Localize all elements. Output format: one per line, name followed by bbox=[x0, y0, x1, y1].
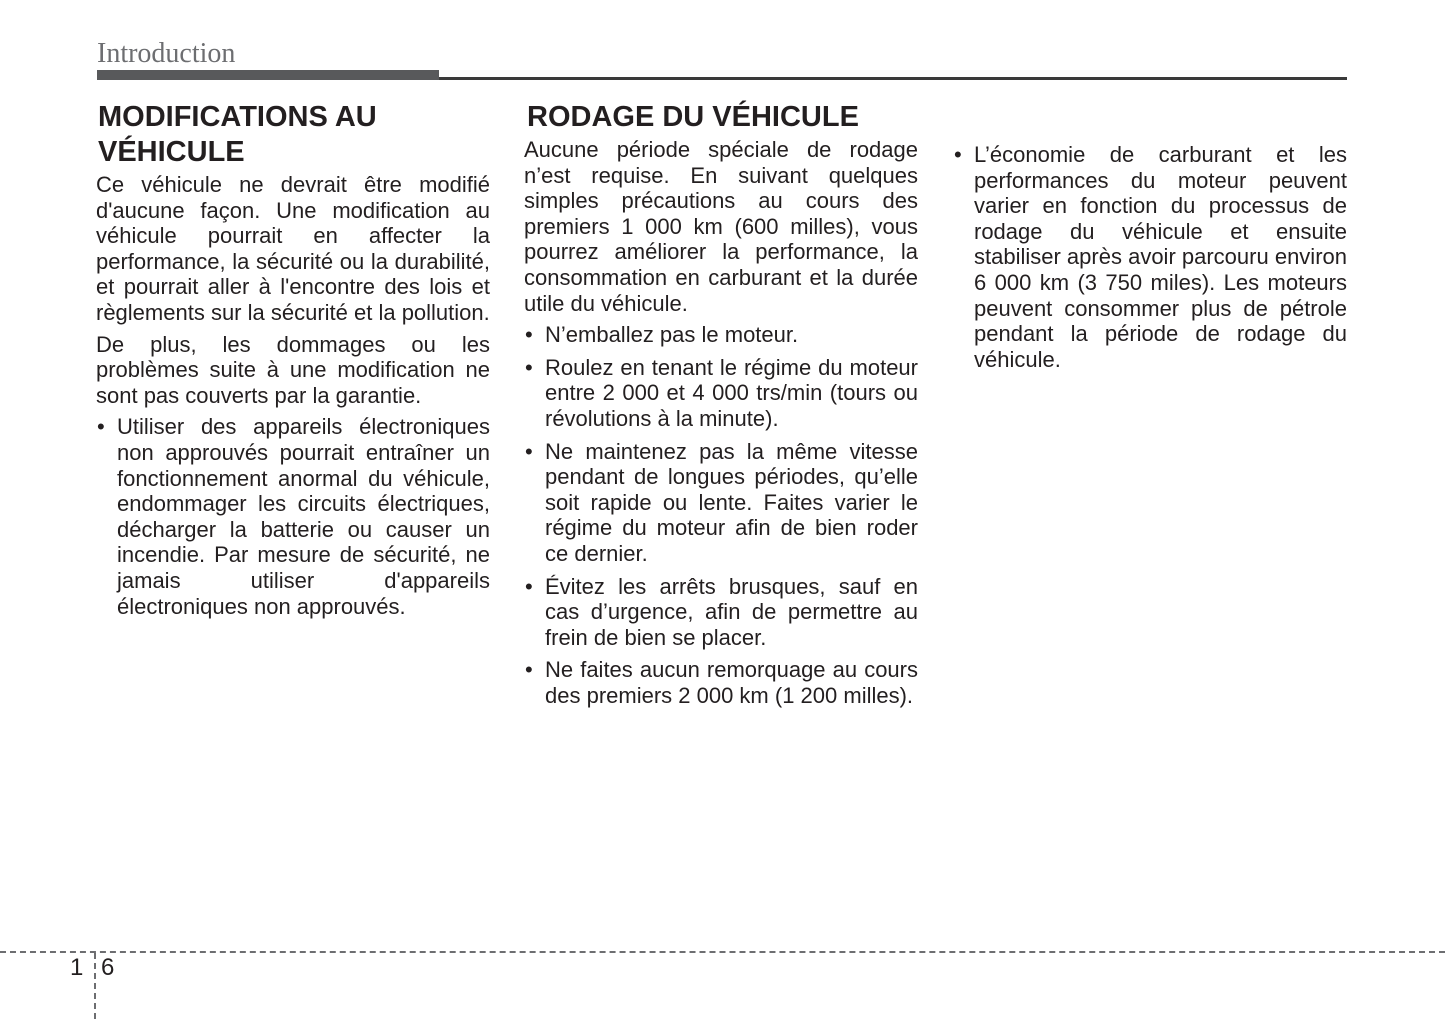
list-item bbox=[524, 355, 918, 432]
list-item-text: Ne faites aucun remorquage au cours des premiers 2 000 km (1 200 milles). bbox=[545, 657, 918, 708]
section-title: Introduction bbox=[97, 38, 236, 69]
bullet-icon: • bbox=[525, 354, 533, 380]
modifications-heading-line1: MODIFICATIONS AU bbox=[98, 101, 377, 133]
list-item bbox=[953, 142, 1347, 372]
page-number: 6 bbox=[101, 954, 115, 981]
list-item bbox=[96, 414, 490, 619]
bullet-icon: • bbox=[525, 322, 533, 348]
bullet-icon: • bbox=[525, 657, 533, 683]
modifications-bullet-list bbox=[96, 414, 490, 619]
list-item-text: Évitez les arrêts brusques, sauf en cas d’urgence, afin de permettre au frein de bien se placer. bbox=[545, 573, 918, 650]
rodage-bullet-list bbox=[524, 322, 918, 708]
list-item-text: Ne maintenez pas la même vitesse pendant de longues périodes, qu’elle soit rapide ou lente. Faites varier le régime du moteur afin de bien roder ce dernier. bbox=[545, 438, 918, 566]
list-item bbox=[524, 657, 918, 708]
list-item-text: Utiliser des appareils électroniques non approuvés pourrait entraîner un fonctionnement anormal du véhicule, endommager les circuits électriques, décharger la batterie ou causer un incendie. Par mesure de sécurité, ne jamais utiliser d'appareils électroniques non approuvés. bbox=[117, 414, 490, 619]
list-item bbox=[524, 322, 918, 348]
rodage-continued bbox=[953, 142, 1347, 379]
list-item-text: Roulez en tenant le régime du moteur entre 2 000 et 4 000 trs/min (tours ou révolutions à la minute). bbox=[545, 354, 918, 431]
modifications-heading-line2: VÉHICULE bbox=[98, 136, 245, 168]
header-rule bbox=[439, 77, 1347, 80]
footer-vertical-divider bbox=[94, 953, 96, 1019]
bullet-icon: • bbox=[525, 573, 533, 599]
list-item bbox=[524, 439, 918, 567]
rodage-section bbox=[524, 100, 918, 715]
modifications-paragraph-1: Ce véhicule ne devrait être modifié d'aucune façon. Une modification au véhicule pourrait en affecter la performance, la sécurité ou la durabilité, et pourrait aller à l'encontre des lois et règlements sur la sécurité et la pollution. bbox=[96, 172, 490, 325]
bullet-icon: • bbox=[97, 414, 105, 440]
bullet-icon: • bbox=[954, 142, 962, 167]
rodage-heading: RODAGE DU VÉHICULE bbox=[527, 101, 859, 133]
header-bar bbox=[97, 70, 439, 80]
modifications-section bbox=[96, 100, 490, 626]
list-item-text: L’économie de carburant et les performances du moteur peuvent varier en fonction du processus de rodage du véhicule et ensuite stabiliser après avoir parcouru environ 6 000 km (3 750 miles). Les moteurs peuvent consommer plus de pétrole pendant la période de rodage du véhicule. bbox=[974, 142, 1347, 372]
chapter-number: 1 bbox=[70, 954, 84, 981]
footer-divider bbox=[0, 951, 1445, 953]
rodage-bullet-list-continued bbox=[953, 142, 1347, 372]
list-item bbox=[524, 574, 918, 651]
bullet-icon: • bbox=[525, 438, 533, 464]
rodage-intro: Aucune période spéciale de rodage n’est requise. En suivant quelques simples précautions au cours des premiers 1 000 km (600 milles), vous pourrez améliorer la performance, la consommation en carburant et la durée utile du véhicule. bbox=[524, 137, 918, 316]
modifications-heading bbox=[96, 100, 490, 170]
modifications-paragraph-2: De plus, les dommages ou les problèmes suite à une modification ne sont pas couverts par la garantie. bbox=[96, 331, 490, 408]
list-item-text: N’emballez pas le moteur. bbox=[545, 322, 799, 348]
